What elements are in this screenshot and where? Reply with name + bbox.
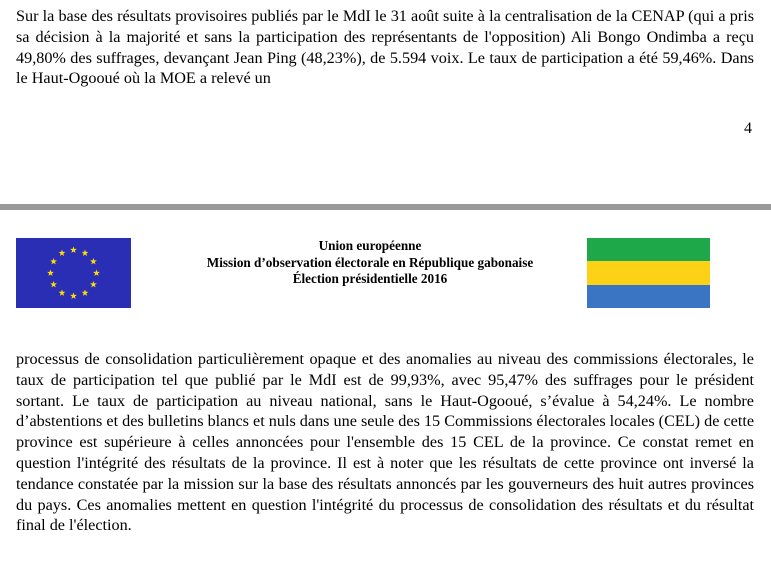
gabon-flag-icon	[587, 238, 710, 308]
eu-star-icon	[47, 269, 54, 276]
eu-flag-icon	[16, 238, 131, 308]
header-mission: Mission d’observation électorale en République gabonaise	[206, 254, 534, 270]
body-paragraph-bottom: processus de consolidation particulièrement opaque et des anomalies au niveau des commissions électorales, le taux de participation tel que publié par le MdI est de 99,93%, avec 95,47% des suffrages pour le président sortant. Le taux de participation au niveau national, sans le Haut-Ogooué, s’évalue à 54,24%. Le nombre d’abstentions et des bulletins blancs et nuls dans une seule des 15 Commissions électorales locales (CEL) de cette province est supérieure à celles annoncées pour l'ensemble des 15 CEL de la province. Ce constat remet en question l'intégrité des résultats de la province. Il est à noter que les résultats de cette province ont inversé la tendance constatée par la mission sur la base des résultats annoncés par les gouverneurs des huit autres provinces du pays. Ces anomalies mettent en question l'intégrité du processus de consolidation des résultats et du résultat final de l'élection.	[16, 350, 754, 535]
gabon-flag-blue-stripe	[587, 285, 710, 308]
eu-star-icon	[50, 281, 57, 288]
eu-star-icon	[90, 281, 97, 288]
page-number: 4	[744, 120, 752, 137]
body-paragraph-top: Sur la base des résultats provisoires publiés par le MdI le 31 août suite à la centralisation de la CENAP (qui a pris sa décision à la majorité et sans la participation des représentants de l'opposition) Ali Bongo Ondimba a reçu 49,80% des suffrages, devançant Jean Ping (48,23%), de 5.594 voix. Le taux de participation a été 59,46%. Dans le Haut-Ogooué où la MOE a relevé un	[16, 7, 754, 88]
eu-star-icon	[70, 292, 77, 299]
eu-star-icon	[50, 258, 57, 265]
eu-star-icon	[82, 249, 89, 256]
eu-star-icon	[82, 289, 89, 296]
header-election: Élection présidentielle 2016	[292, 271, 448, 286]
eu-star-icon	[70, 246, 77, 253]
page-separator	[0, 204, 771, 210]
gabon-flag-green-stripe	[587, 238, 710, 261]
report-header	[160, 238, 580, 288]
eu-star-icon	[90, 258, 97, 265]
gabon-flag-yellow-stripe	[587, 261, 710, 284]
eu-star-icon	[59, 289, 66, 296]
eu-star-icon	[93, 269, 100, 276]
eu-star-icon	[59, 249, 66, 256]
header-organisation: Union européenne	[318, 238, 422, 253]
